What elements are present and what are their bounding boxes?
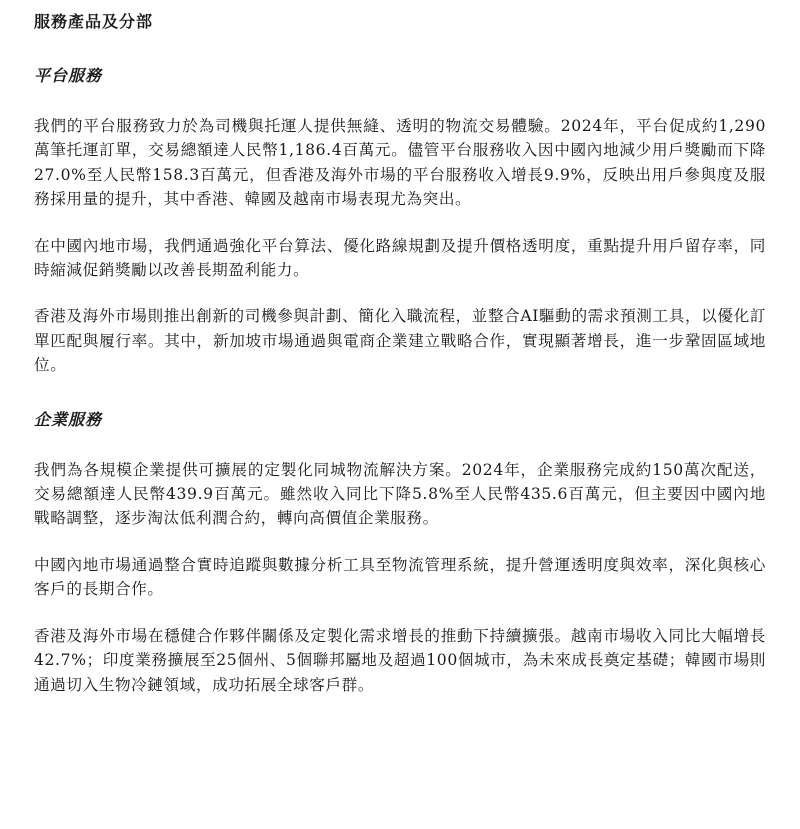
page-heading: 服務產品及分部 (34, 12, 154, 31)
section-enterprise-services (34, 408, 766, 697)
section-platform-services (34, 64, 766, 378)
paragraph: 在中國內地市場，我們通過強化平台算法、優化路線規劃及提升價格透明度，重點提升用戶留存率，同時縮減促銷獎勵以改善長期盈利能力。 (34, 236, 766, 280)
paragraph: 香港及海外市場則推出創新的司機參與計劃、簡化入職流程，並整合AI驅動的需求預測工具，以優化訂單匹配與履行率。其中，新加坡市場通過與電商企業建立戰略合作，實現顯著增長，進一步鞏固區域地位。 (34, 307, 766, 375)
paragraph: 我們的平台服務致力於為司機與托運人提供無縫、透明的物流交易體驗。2024年，平台促成約1,290萬筆托運訂單，交易總額達人民幣1,186.4百萬元。儘管平台服務收入因中國內地減少用戶獎勵而下降27.0%至人民幣158.3百萬元，但香港及海外市場的平台服務收入增長9.9%，反映出用戶參與度及服務採用量的提升，其中香港、韓國及越南市場表現尤為突出。 (34, 117, 766, 209)
section-title: 平台服務 (34, 66, 103, 85)
section-title: 企業服務 (34, 409, 103, 429)
paragraph: 香港及海外市場在穩健合作夥伴關係及定製化需求增長的推動下持續擴張。越南市場收入同比大幅增長42.7%；印度業務擴展至25個州、5個聯邦屬地及超過100個城市，為未來成長奠定基礎；韓國市場則通過切入生物冷鏈領域，成功拓展全球客戶群。 (34, 626, 766, 694)
paragraph: 中國內地市場通過整合實時追蹤與數據分析工具至物流管理系統，提升營運透明度與效率，深化與核心客戶的長期合作。 (34, 555, 766, 599)
paragraph: 我們為各規模企業提供可擴展的定製化同城物流解決方案。2024年，企業服務完成約150萬次配送，交易總額達人民幣439.9百萬元。雖然收入同比下降5.8%至人民幣435.6百萬元，但主要因中國內地戰略調整，逐步淘汰低利潤合約，轉向高價值企業服務。 (34, 460, 766, 528)
